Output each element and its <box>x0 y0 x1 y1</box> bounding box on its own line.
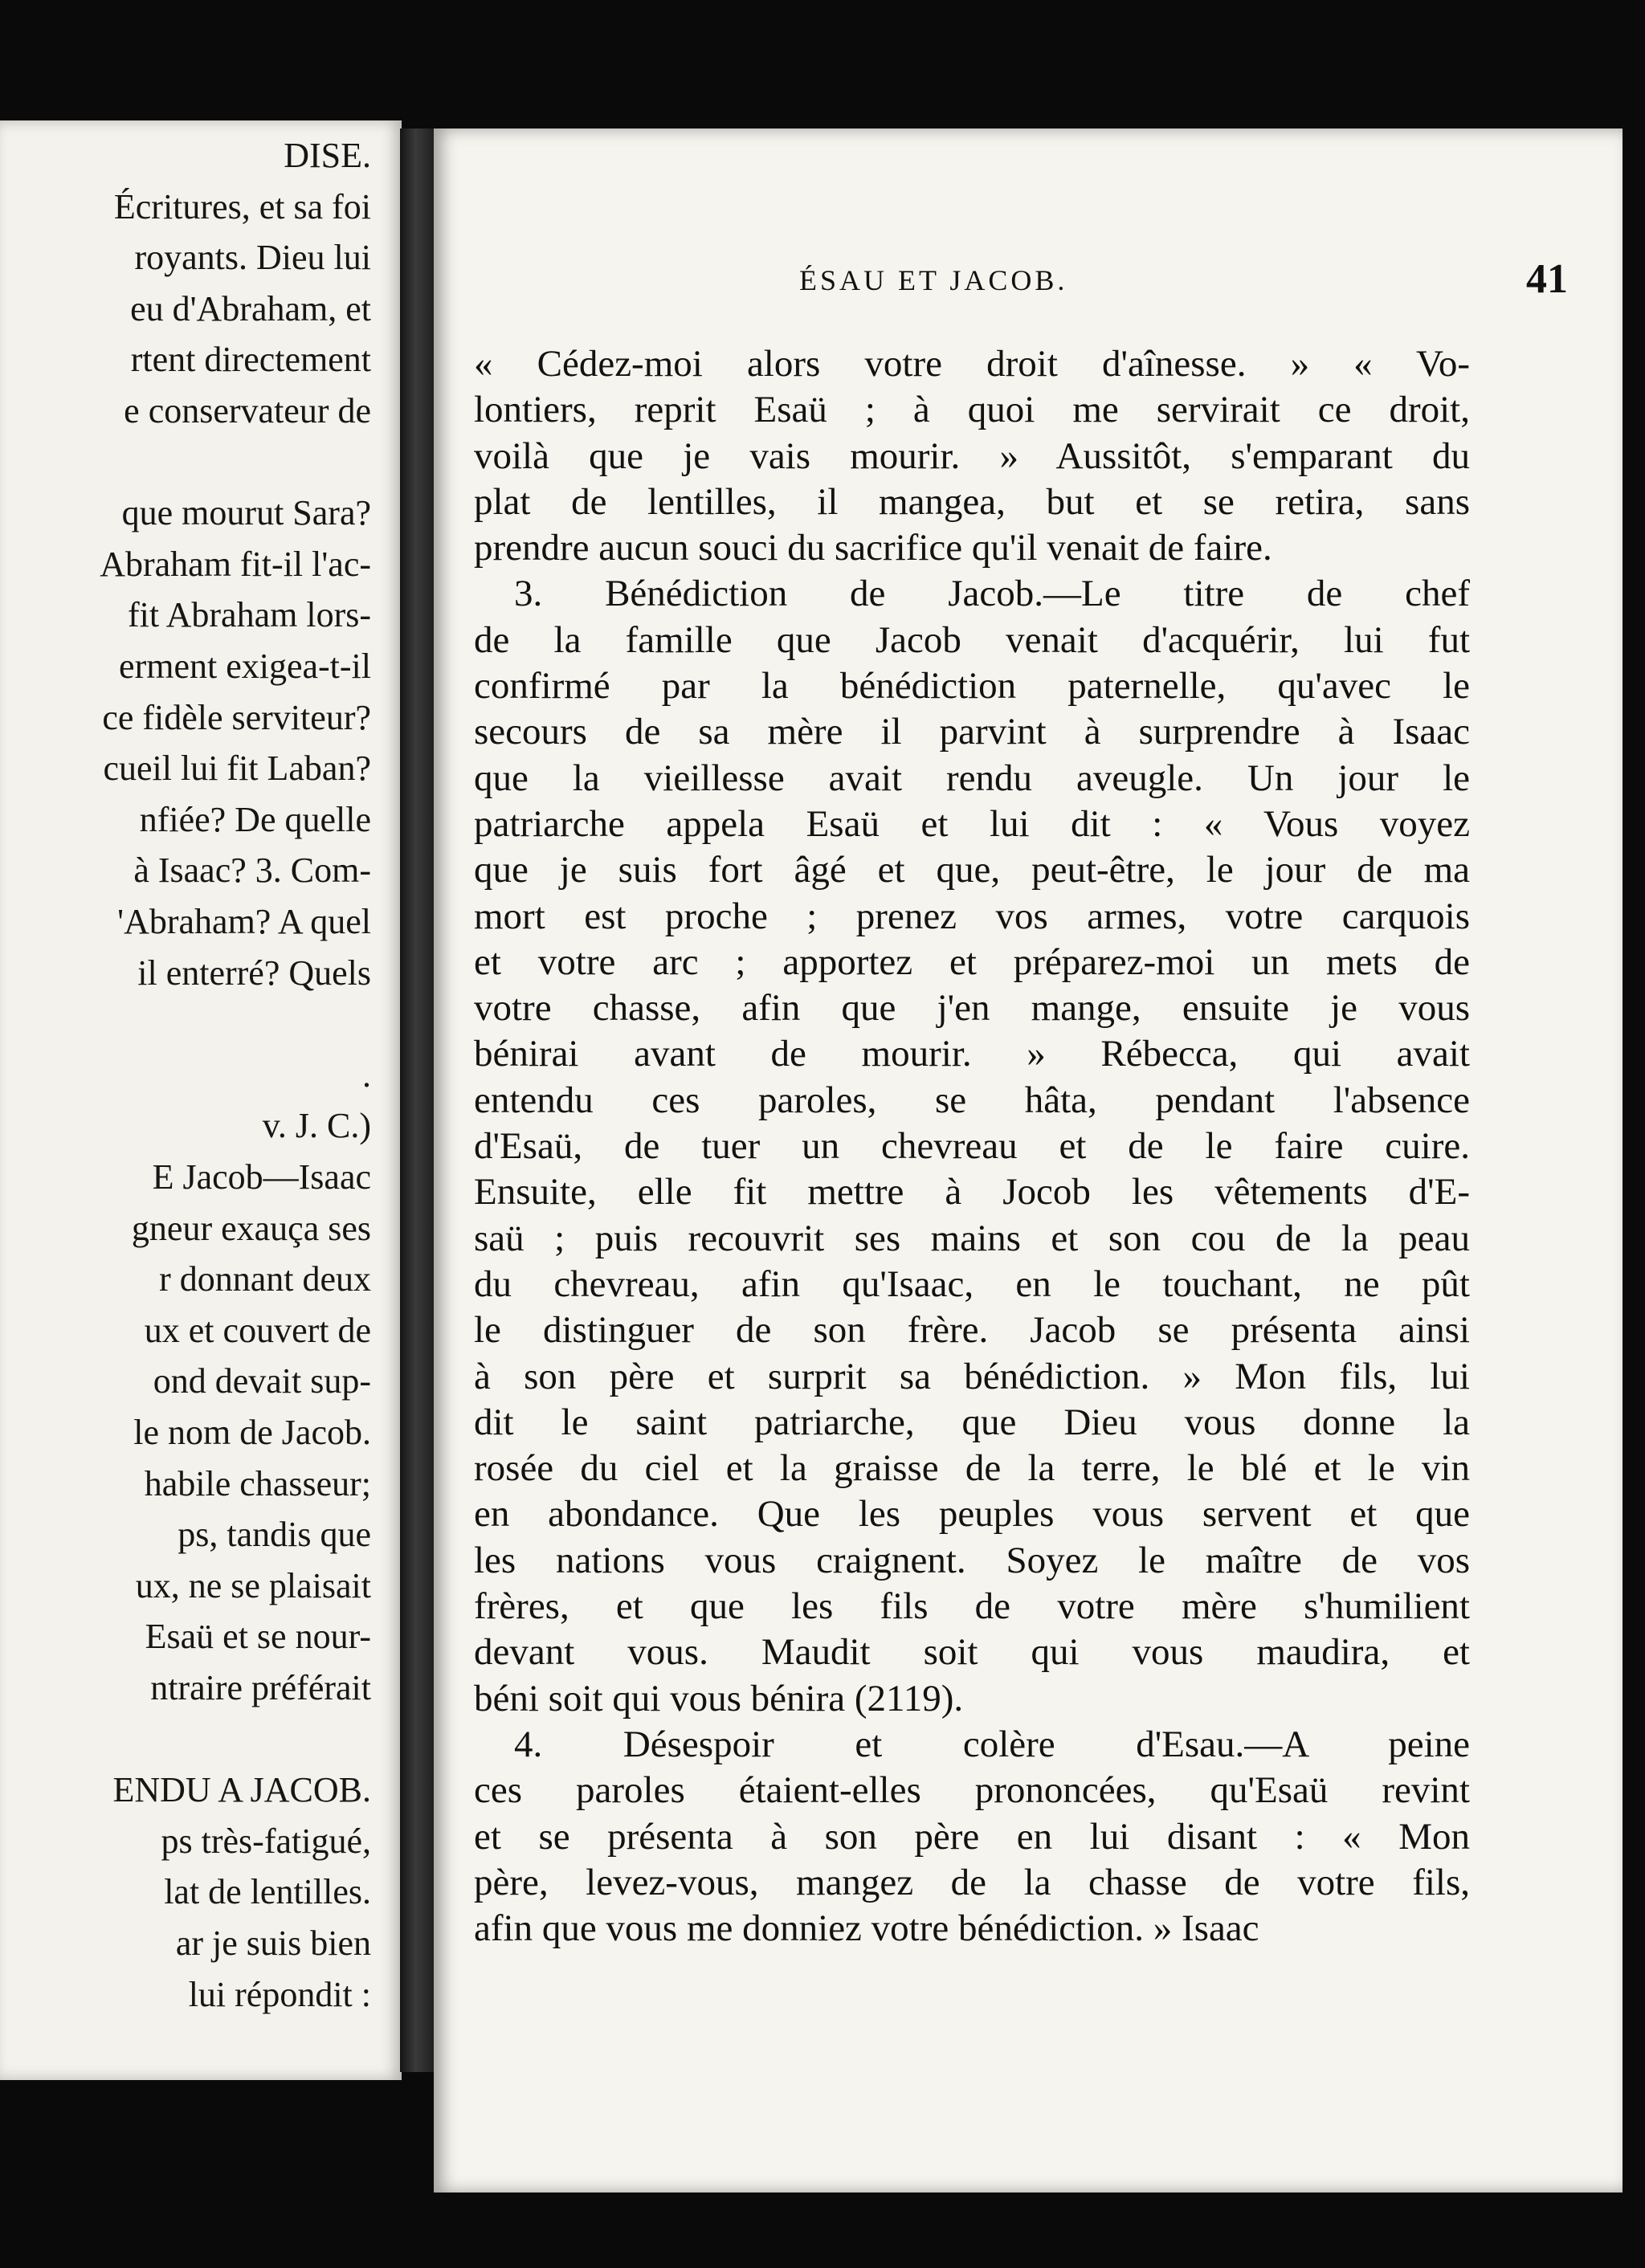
text-line: rosée du ciel et la graisse de la terre, le blé et le vin <box>474 1447 1470 1490</box>
text-line: plat de lentilles, il mangea, but et se retira, sans <box>474 480 1470 523</box>
text-line: et se présenta à son père en lui disant : « Mon <box>474 1815 1470 1858</box>
text-line: le distinguer de son frère. Jacob se présenta ainsi <box>474 1309 1470 1352</box>
text-line: que la vieillesse avait rendu aveugle. Un jour le <box>474 757 1470 799</box>
left-page-line: cueil lui fit Laban? <box>103 749 371 789</box>
left-page-line: eu d'Abraham, et <box>130 288 371 328</box>
book-gutter <box>400 128 439 2072</box>
text-line: à son père et surprit sa bénédiction. » Mon fils, lui <box>474 1355 1470 1397</box>
text-line: mort est proche ; prenez vos armes, votre carquois <box>474 895 1470 937</box>
left-page-line: . <box>362 1054 371 1095</box>
left-page-line: ENDU A JACOB. <box>112 1770 371 1810</box>
running-head: ÉSAU ET JACOB. <box>799 264 1068 296</box>
left-page-line: nfiée? De quelle <box>139 799 371 839</box>
text-line: que je suis fort âgé et que, peut-être, le jour de ma <box>474 849 1470 891</box>
left-page-line: lui répondit : <box>188 1974 371 2014</box>
left-page-line: erment exigea-t-il <box>119 647 371 686</box>
text-line: béni soit qui vous bénira (2119). <box>474 1677 964 1719</box>
text-line: et votre arc ; apportez et préparez-moi un mets de <box>474 940 1470 983</box>
text-line: de la famille que Jacob venait d'acquérir, lui fut <box>474 618 1470 661</box>
text-line: saü ; puis recouvrit ses mains et son cou de la peau <box>474 1217 1470 1259</box>
text-line: père, levez-vous, mangez de la chasse de votre fils, <box>474 1861 1470 1903</box>
text-line: « Cédez-moi alors votre droit d'aînesse. » « Vo- <box>474 343 1470 385</box>
text-line: 4. Désespoir et colère d'Esau.—A peine <box>514 1723 1470 1765</box>
left-page-line: le nom de Jacob. <box>133 1413 371 1452</box>
left-page-line: r donnant deux <box>159 1259 371 1299</box>
text-line: bénirai avant de mourir. » Rébecca, qui avait <box>474 1033 1470 1075</box>
left-page-line: e conservateur de <box>124 391 371 430</box>
left-page <box>0 120 402 2080</box>
left-page-line: Écritures, et sa foi <box>113 186 371 226</box>
left-page-line: Esaü et se nour- <box>145 1617 371 1657</box>
text-line: voilà que je vais mourir. » Aussitôt, s'emparant du <box>474 434 1470 477</box>
text-line: secours de sa mère il parvint à surprendre à Isaac <box>474 711 1470 753</box>
left-page-line: il enterré? Quels <box>137 952 371 993</box>
left-page-line: v. J. C.) <box>262 1106 371 1146</box>
text-line: 3. Bénédiction de Jacob.—Le titre de chef <box>514 573 1470 615</box>
text-line: lontiers, reprit Esaü ; à quoi me servirait ce droit, <box>474 389 1470 431</box>
text-line: patriarche appela Esaü et lui dit : « Vous voyez <box>474 802 1470 845</box>
left-page-line: à Isaac? 3. Com- <box>133 850 371 891</box>
left-page-line: ux et couvert de <box>144 1310 371 1350</box>
right-page <box>434 128 1623 2193</box>
text-line: les nations vous craignent. Soyez le maître de vos <box>474 1539 1470 1581</box>
left-page-line: ce fidèle serviteur? <box>102 697 371 737</box>
left-page-line: que mourut Sara? <box>121 493 371 533</box>
page-header <box>434 256 1623 312</box>
text-line: dit le saint patriarche, que Dieu vous donne la <box>474 1401 1470 1443</box>
left-page-line: ps très-fatigué, <box>161 1821 371 1861</box>
left-page-line: E Jacob—Isaac <box>152 1157 371 1197</box>
body-text <box>474 341 1470 1952</box>
page-number: 41 <box>1526 256 1568 302</box>
text-line: Ensuite, elle fit mettre à Jocob les vêtements d'E- <box>474 1171 1470 1214</box>
left-page-line: rtent directement <box>130 340 371 380</box>
text-line: confirmé par la bénédiction paternelle, qu'avec le <box>474 665 1470 708</box>
left-page-line: ntraire préférait <box>150 1668 371 1707</box>
left-page-line: Abraham fit-il l'ac- <box>100 544 371 584</box>
text-line: d'Esaü, de tuer un chevreau et de le faire cuire. <box>474 1125 1470 1168</box>
text-line: votre chasse, afin que j'en mange, ensuite je vous <box>474 987 1470 1030</box>
text-line: frères, et que les fils de votre mère s'humilient <box>474 1585 1470 1628</box>
text-line: afin que vous me donniez votre bénédiction. » Isaac <box>474 1907 1259 1950</box>
left-page-line: royants. Dieu lui <box>134 238 371 278</box>
text-line: en abondance. Que les peuples vous servent et que <box>474 1493 1470 1536</box>
left-page-line: fit Abraham lors- <box>127 595 371 635</box>
left-page-line: 'Abraham? A quel <box>117 902 371 941</box>
left-page-line: ar je suis bien <box>175 1923 371 1963</box>
left-page-line: habile chasseur; <box>144 1463 371 1503</box>
text-line: ces paroles étaient-elles prononcées, qu'Esaü revint <box>474 1769 1470 1812</box>
left-page-line: ond devait sup- <box>153 1361 371 1401</box>
text-line: devant vous. Maudit soit qui vous maudira, et <box>474 1631 1470 1674</box>
text-line: du chevreau, afin qu'Isaac, en le touchant, ne pût <box>474 1262 1470 1305</box>
left-page-line: DISE. <box>284 136 371 175</box>
left-page-line: lat de lentilles. <box>164 1872 371 1912</box>
left-page-line: gneur exauça ses <box>131 1208 371 1248</box>
text-line: prendre aucun souci du sacrifice qu'il venait de faire. <box>474 527 1272 569</box>
text-line: entendu ces paroles, se hâta, pendant l'absence <box>474 1079 1470 1121</box>
left-page-line: ps, tandis que <box>178 1515 371 1555</box>
left-page-line: ux, ne se plaisait <box>135 1565 371 1605</box>
